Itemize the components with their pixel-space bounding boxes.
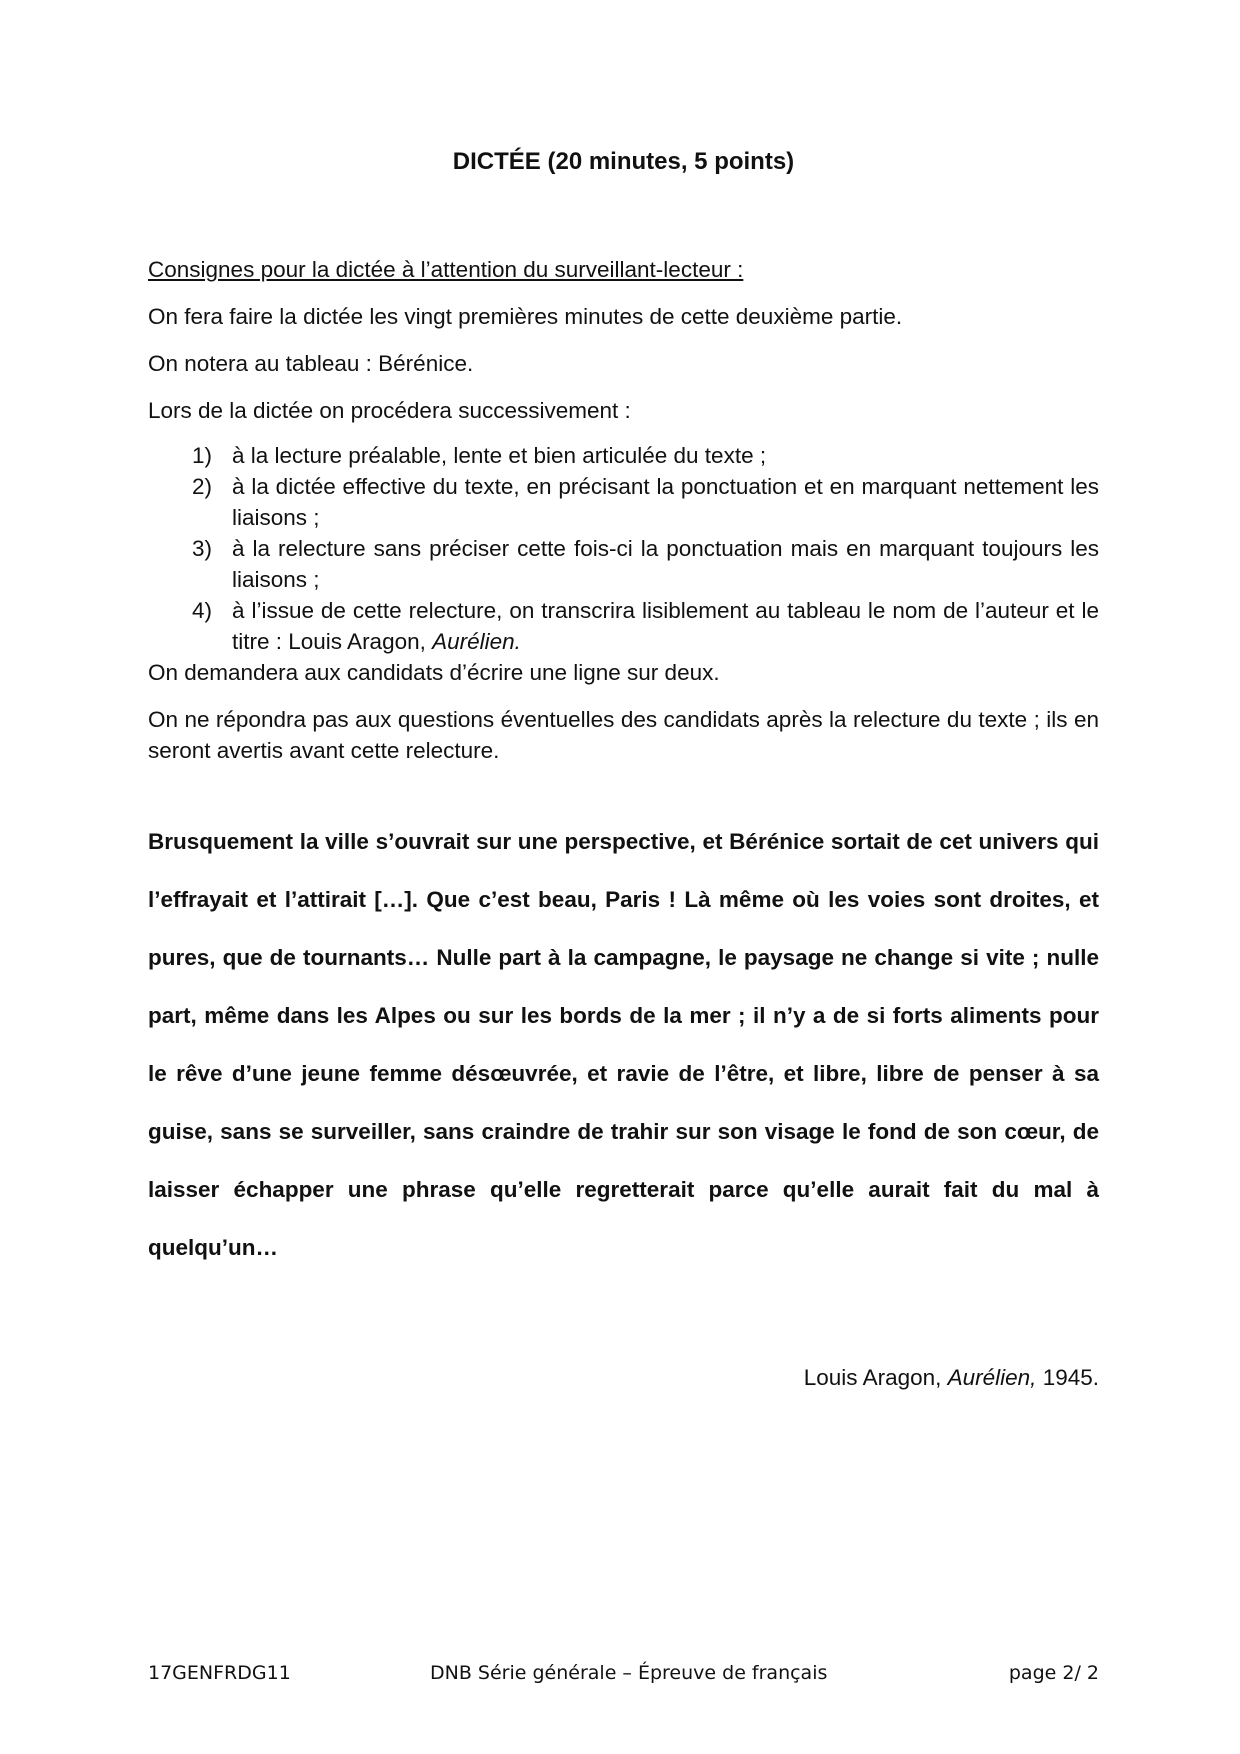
footer-page-number: page 2/ 2: [1008, 1662, 1099, 1684]
dictation-text: Brusquement la ville s’ouvrait sur une perspective, et Bérénice sortait de cet univers qui l’effrayait et l’attirait […]. Que c’est beau, Paris ! Là même où les voies sont droites, et pures, que de tournants… Nulle part à la campagne, le paysage ne change si vite ; nulle part, même dans les Alpes ou sur les bords de la mer ; il n’y a de si forts aliments pour le rêve d’une jeune femme désœuvrée, et ravie de l’être, et libre, libre de penser à sa guise, sans se surveiller, sans craindre de trahir sur son visage le fond de son cœur, de laisser échapper une phrase qu’elle regretterait parce qu’elle aurait fait du mal à quelqu’un…: [148, 829, 1099, 1260]
step-text: à la dictée effective du texte, en précisant la ponctuation et en marquant nettement les liaisons ;: [232, 474, 1099, 530]
step-number: 4): [192, 598, 213, 623]
footer-code: 17GENFRDG11: [148, 1662, 291, 1684]
instruction-paragraph: On notera au tableau : Bérénice.: [148, 351, 474, 376]
step-item: [148, 533, 1099, 595]
attribution: [804, 1365, 1099, 1391]
step-number: 3): [192, 536, 213, 561]
step-number: 2): [192, 474, 213, 499]
instructions-block: [148, 254, 1099, 782]
page-title: DICTÉE (20 minutes, 5 points): [452, 148, 795, 175]
instructions-heading: Consignes pour la dictée à l’attention du surveillant-lecteur :: [148, 257, 744, 282]
step-item: [148, 440, 1099, 471]
attribution-year: 1945.: [1036, 1365, 1099, 1390]
instruction-paragraph: On demandera aux candidats d’écrire une ligne sur deux.: [148, 660, 720, 685]
attribution-work: Aurélien,: [947, 1365, 1037, 1390]
instruction-paragraph: Lors de la dictée on procédera successivement :: [148, 398, 631, 423]
steps-list: [148, 440, 1099, 657]
step-text-main: à l’issue de cette relecture, on transcrira lisiblement au tableau le nom de l’auteur et le titre : Louis Aragon,: [232, 598, 1099, 654]
step-number: 1): [192, 443, 213, 468]
instruction-paragraph: On fera faire la dictée les vingt premières minutes de cette deuxième partie.: [148, 304, 903, 329]
instruction-paragraph: On ne répondra pas aux questions éventuelles des candidats après la relecture du texte ; ils en seront avertis avant cette relecture.: [148, 707, 1099, 763]
step-text: [232, 595, 1099, 657]
page-footer: [148, 1662, 1099, 1692]
step-text: à la relecture sans préciser cette fois-ci la ponctuation mais en marquant toujours les liaisons ;: [232, 536, 1099, 592]
exam-page: [148, 0, 1099, 1754]
step-item: [148, 471, 1099, 533]
attribution-author: Louis Aragon,: [803, 1365, 948, 1390]
footer-exam: DNB Série générale – Épreuve de français: [430, 1662, 828, 1684]
step-item: [148, 595, 1099, 657]
step-text: à la lecture préalable, lente et bien articulée du texte ;: [232, 443, 767, 468]
book-title: Aurélien.: [432, 629, 521, 654]
